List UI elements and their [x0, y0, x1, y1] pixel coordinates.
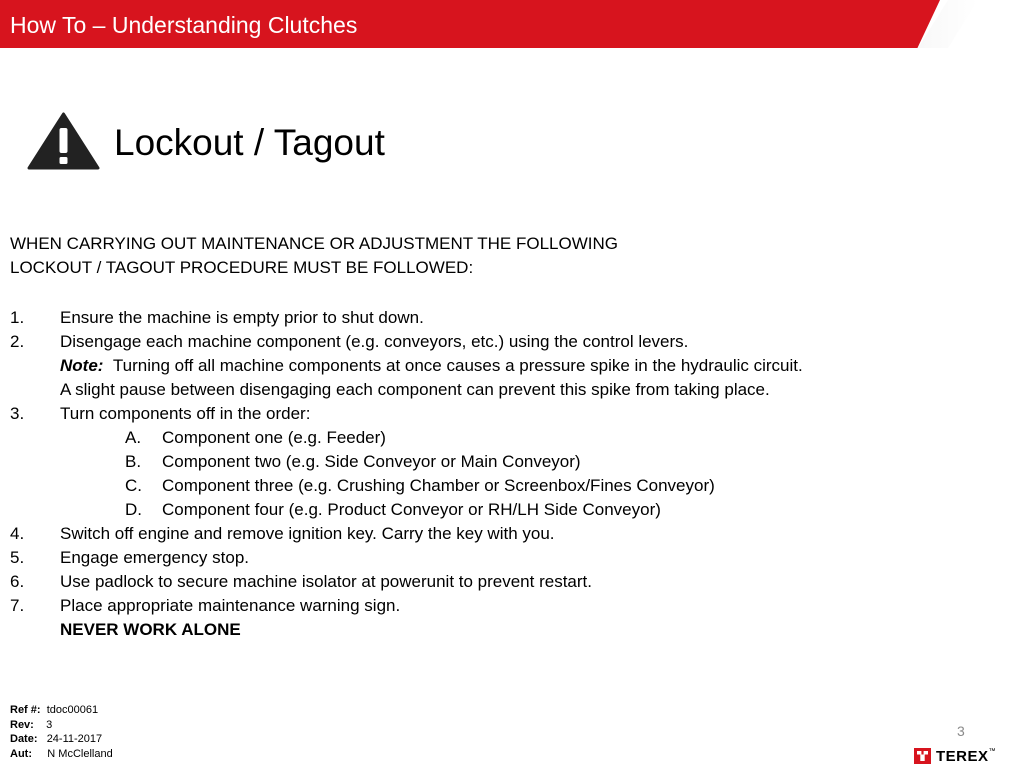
note-label: Note:: [60, 356, 104, 375]
intro-line-1: WHEN CARRYING OUT MAINTENANCE OR ADJUSTMENT THE FOLLOWING: [10, 234, 618, 253]
footer-date-value: 24-11-2017: [46, 733, 103, 745]
substep-text: Component three (e.g. Crushing Chamber or Screenbox/Fines Conveyor): [162, 476, 715, 495]
warning-triangle-icon: [27, 112, 100, 170]
terex-logo-mark-icon: [914, 748, 931, 764]
header-title: How To – Understanding Clutches: [10, 12, 358, 38]
step-text: Disengage each machine component (e.g. conveyors, etc.) using the control levers.: [60, 332, 689, 351]
document-footer: [10, 703, 113, 761]
step-text: Turn components off in the order:: [60, 404, 311, 423]
step-number: 1.: [10, 308, 25, 327]
footer-author-value: N McClelland: [47, 747, 113, 760]
trademark-mark: ™: [988, 748, 997, 755]
step-text: Place appropriate maintenance warning sign.: [60, 596, 401, 615]
substep-letter: D.: [125, 500, 142, 519]
intro-line-2: LOCKOUT / TAGOUT PROCEDURE MUST BE FOLLOWED:: [10, 258, 474, 277]
step-number: 2.: [10, 332, 25, 351]
step-number: 7.: [10, 596, 25, 615]
footer-rev-value: 3: [46, 718, 53, 731]
substep-letter: C.: [125, 476, 142, 495]
step-text: Engage emergency stop.: [60, 548, 250, 567]
step-number: 3.: [10, 404, 25, 423]
step-number: 4.: [10, 524, 25, 543]
never-work-alone-warning: NEVER WORK ALONE: [60, 620, 241, 639]
substep-letter: A.: [125, 428, 142, 447]
substep-text: Component four (e.g. Product Conveyor or RH/LH Side Conveyor): [162, 500, 661, 519]
footer-rev: [10, 718, 113, 733]
footer-date-label: Date:: [10, 733, 38, 745]
intro-text: [10, 232, 618, 280]
substep-text: Component two (e.g. Side Conveyor or Main Conveyor): [162, 452, 581, 471]
step-text: Switch off engine and remove ignition key. Carry the key with you.: [60, 524, 555, 543]
footer-author: [10, 747, 113, 762]
note-text-1: Turning off all machine components at once causes a pressure spike in the hydraulic circuit.: [112, 356, 803, 375]
note-text: [60, 354, 803, 378]
substep-letter: B.: [125, 452, 142, 471]
terex-logo: [914, 748, 1022, 765]
note-text-2: A slight pause between disengaging each component can prevent this spike from taking place.: [60, 380, 770, 399]
footer-ref: [10, 703, 113, 718]
footer-date: [10, 732, 113, 747]
page-number: 3: [957, 723, 965, 739]
step-text: Ensure the machine is empty prior to shut down.: [60, 308, 424, 327]
footer-author-label: Aut:: [10, 747, 32, 760]
terex-logo-wordmark: TEREX: [936, 748, 989, 765]
substep-text: Component one (e.g. Feeder): [162, 428, 386, 447]
step-number: 5.: [10, 548, 25, 567]
step-number: 6.: [10, 572, 25, 591]
footer-ref-label: Ref #:: [10, 704, 41, 716]
slide-title: Lockout / Tagout: [114, 122, 385, 163]
footer-rev-label: Rev:: [10, 718, 34, 731]
footer-ref-value: tdoc00061: [46, 704, 99, 716]
terex-logo-text: [936, 748, 996, 765]
step-text: Use padlock to secure machine isolator at powerunit to prevent restart.: [60, 572, 592, 591]
